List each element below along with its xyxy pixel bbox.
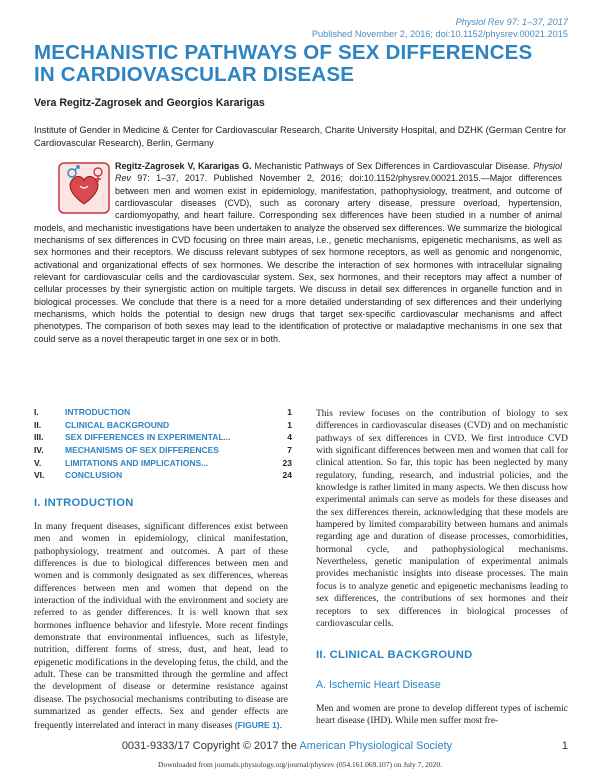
intro-text: In many frequent diseases, significant differences exist between men and women in epidemiology, clinical manifestation, pathophysiology, treatment and outcomes. A part of these differences is due to biological differences between men and women and is commonly designated as sex differences, whereas differences between men and women that depend on the interaction of the individual with the environment and society are referred to as gender differences. It is well known that sex hormones influence behavior and lifestyle. More recent findings demonstrate that environmental influences, such as lifestyle, nutrition, different forms of stress, dust, and heat, lead to epigenetic modifications in the developing fetus, the child, and the adult. These can be transmitted through the germline and affect the development of disease or determine resistance against disease. The psychosocial mechanisms contributing to disease are summarized as gender effects. Sex and gender effects are frequently interrelated and interact in many diseases [34, 522, 288, 731]
title-line-2: IN CARDIOVASCULAR DISEASE [34, 63, 355, 86]
journal-citation: Physiol Rev 97: 1–37, 2017 [455, 17, 568, 27]
toc-page: 4 [287, 432, 292, 443]
section-heading-clinical-background: II. CLINICAL BACKGROUND [316, 649, 473, 661]
intro-text-end: . [279, 720, 282, 731]
toc-num: III. [34, 432, 44, 443]
toc-num: IV. [34, 445, 44, 456]
abstract-cite-authors: Regitz-Zagrosek V, Kararigas G. [115, 161, 252, 171]
toc-row[interactable] [34, 431, 296, 444]
toc-num: I. [34, 407, 39, 417]
toc-label[interactable]: SEX DIFFERENCES IN EXPERIMENTAL... [65, 432, 231, 443]
abstract [34, 160, 562, 345]
section-heading-introduction: I. INTRODUCTION [34, 497, 134, 509]
toc-page: 7 [287, 445, 292, 456]
footer-copyright [34, 740, 540, 752]
toc-num: V. [34, 457, 42, 468]
abstract-cite-rest: 97: 1–37, 2017. Published November 2, 2016; doi:10.1152/physrev.00021.2015.— [130, 173, 490, 184]
toc-row[interactable] [34, 457, 296, 470]
toc-label[interactable]: CONCLUSION [65, 470, 123, 481]
toc-row[interactable] [34, 469, 296, 482]
affiliation: Institute of Gender in Medicine & Center for Cardiovascular Research, Charite University Hospital, and DZHK (German Centre for Cardiovascular Research), Berlin, Germany [34, 125, 567, 148]
toc-num: VI. [34, 470, 45, 481]
abstract-text: Major differences between men and women exist in epidemiology, manifestation, pathophysiology, treatment, and outcome of cardiovascular diseases (CVD), such as coronary artery disease, pressure overload, hypertension, cardiomyopathy, and heart failure. Corresponding sex differences have been studied in a number of animal models, and mechanistic investigations have been undertaken to analyze the observed sex differences. We summarize the biological mechanisms of sex differences in CVD focusing on three main areas, i.e., genetic mechanisms, epigenetic mechanisms, as well as sex hormones and their receptors. We discuss relevant subtypes of sex hormone receptors, as well as genomic and nongenomic, activational and organizational effects of sex hormones. We describe the interaction of sex hormones with intracellular signaling relevant for cardiovascular cells and the cardiovascular system. Sex, sex hormones, and their receptors may affect a number of cellular processes by their synergistic action on multiple targets. We discuss in detail sex differences in organelle function and in biological processes. We conclude that there is a need for a more detailed understanding of sex differences and their underlying mechanisms, which holds the potential to design new drugs that target sex-specific cardiovascular mechanisms and affect phenotypes. The comparison of both sexes may lead to the identification of protective or maladaptive mechanisms in one sex that could serve as a novel therapeutic target in one sex or in both. [34, 173, 563, 344]
introduction-paragraph-2: This review focuses on the contribution of biology to sex differences in cardiovascular diseases (CVD) and on mechanistic pathways of sex differences in CVD. We first introduce CVD with significant differences between men and women that call for clinical attention. So far, this topic has been neglected by many regulatory, funding, research, and industrial policies, and the knowledge is rather limited in many aspects. We then discuss how experimental animals can serve as models for these diseases and the sex differences therein, acknowledging that these models are hampered by limited comparability between humans and animals regarding age and duration of disease processes, comorbidities, hormonal cycle, and pathophysiological mechanisms. Nevertheless, genetic manipulation of experimental animals provides mechanistic insights into disease processes. The main focus is to analyze genetic and epigenetic mechanisms leading to sex differences, the contributions of sex hormones and their receptors to sex differences in biological processes of cardiovascular cells. [316, 409, 568, 629]
toc-page: 1 [287, 419, 292, 430]
toc-row[interactable] [34, 419, 296, 432]
toc-num: II. [34, 419, 42, 430]
published-line: Published November 2, 2016; doi:10.1152/physrev.00021.2015 [311, 28, 568, 39]
toc-label[interactable]: CLINICAL BACKGROUND [65, 419, 170, 430]
journal-header [312, 17, 568, 40]
society-link[interactable]: American Physiological Society [299, 740, 453, 752]
subsection-heading-ischemic: A. Ischemic Heart Disease [316, 679, 441, 691]
heart-gender-icon [58, 162, 110, 214]
authors: Vera Regitz-Zagrosek and Georgios Kararigas [34, 97, 265, 109]
toc-page: 24 [282, 470, 292, 481]
ischemic-paragraph: Men and women are prone to develop different types of ischemic heart disease (IHD). While men suffer most fre- [316, 704, 568, 727]
toc-row[interactable] [34, 406, 296, 419]
introduction-paragraph-1 [34, 521, 288, 732]
abstract-cite-journal: Physiol Rev [115, 161, 562, 184]
issn-copyright: 0031-9333/17 Copyright © 2017 the [121, 740, 300, 752]
toc-page: 1 [287, 407, 292, 417]
table-of-contents [34, 406, 296, 482]
page-number: 1 [561, 740, 568, 752]
figure-1-link[interactable]: (FIGURE 1) [234, 719, 280, 730]
article-title [34, 42, 574, 86]
title-line-1: MECHANISTIC PATHWAYS OF SEX DIFFERENCES [34, 41, 533, 64]
toc-label[interactable]: MECHANISMS OF SEX DIFFERENCES [65, 445, 219, 456]
toc-label[interactable]: LIMITATIONS AND IMPLICATIONS... [65, 457, 209, 468]
toc-page: 23 [282, 457, 292, 468]
toc-row[interactable] [34, 444, 296, 457]
abstract-cite-title: Mechanistic Pathways of Sex Differences in Cardiovascular Disease. [251, 161, 534, 171]
download-line: Downloaded from journals.physiology.org/journal/physrev (054.161.069.107) on July 7, 2020. [158, 760, 442, 769]
toc-label[interactable]: INTRODUCTION [65, 407, 131, 417]
